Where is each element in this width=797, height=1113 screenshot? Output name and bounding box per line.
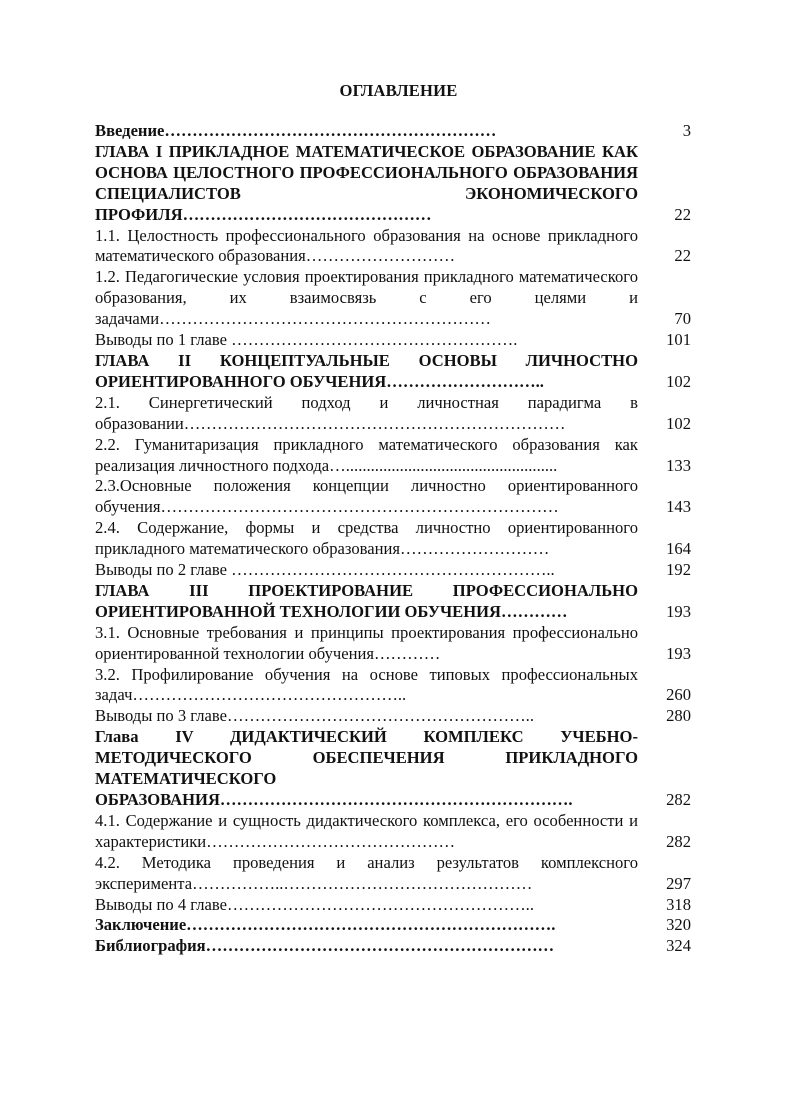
toc-entry-page: 324	[666, 936, 691, 956]
toc-entry-text: 1.1. Целостность профессионального образования на основе прикладного математического образования………………………	[95, 225, 638, 266]
toc-entry-section-2-3	[95, 476, 691, 518]
toc-entry-section-2-1	[95, 393, 691, 435]
toc-entry-page: 22	[674, 246, 691, 266]
toc-entry-conclusions-2	[95, 560, 691, 581]
toc-entry-section-4-1	[95, 811, 691, 853]
toc-entry-text: 2.3.Основные положения концепции личностно ориентированного обучения………………………………………………………………	[95, 476, 638, 517]
toc-entry-page: 318	[666, 894, 691, 914]
toc-entry-page: 133	[666, 455, 691, 475]
table-of-contents	[95, 121, 691, 957]
toc-entry-chapter-1	[95, 142, 691, 226]
toc-entry-text: Введение……………………………………………………	[95, 121, 497, 140]
toc-entry-page: 297	[666, 873, 691, 893]
toc-entry-page: 22	[674, 204, 691, 224]
toc-entry-page: 260	[666, 685, 691, 705]
toc-entry-text: 1.2. Педагогические условия проектирования прикладного математического образования, их взаимосвязь с его целями и задачами……………………………………………………	[95, 267, 638, 329]
toc-entry-introduction	[95, 121, 691, 142]
page-title: ОГЛАВЛЕНИЕ	[339, 81, 458, 100]
toc-entry-chapter-3	[95, 581, 691, 623]
toc-entry-text: ГЛАВА III ПРОЕКТИРОВАНИЕ ПРОФЕССИОНАЛЬНО ОРИЕНТИРОВАННОЙ ТЕХНОЛОГИИ ОБУЧЕНИЯ…………	[95, 580, 638, 621]
toc-entry-section-2-4	[95, 518, 691, 560]
toc-entry-text: 4.1. Содержание и сущность дидактического комплекса, его особенности и характеристики………………………………………	[95, 810, 638, 851]
toc-entry-text: Глава IV ДИДАКТИЧЕСКИЙ КОМПЛЕКС УЧЕБНО-МЕТОДИЧЕСКОГО ОБЕСПЕЧЕНИЯ ПРИКЛАДНОГО МАТЕМАТИЧЕСКОГО ОБРАЗОВАНИЯ……………………………………………………….	[95, 727, 638, 809]
toc-entry-text: 2.4. Содержание, формы и средства личностно ориентированного прикладного математического образования………………………	[95, 518, 638, 559]
toc-entry-section-1-2	[95, 267, 691, 330]
toc-entry-section-4-2	[95, 853, 691, 895]
toc-entry-page: 3	[682, 121, 691, 140]
toc-entry-text: 3.2. Профилирование обучения на основе типовых профессиональных задач…………………………………………..	[95, 664, 638, 705]
toc-entry-conclusions-4	[95, 895, 691, 916]
toc-entry-bibliography	[95, 936, 691, 957]
toc-entry-page: 70	[674, 309, 691, 329]
toc-entry-text: ГЛАВА II КОНЦЕПТУАЛЬНЫЕ ОСНОВЫ ЛИЧНОСТНО ОРИЕНТИРОВАННОГО ОБУЧЕНИЯ………………………..	[95, 350, 638, 391]
toc-entry-page: 102	[666, 371, 691, 391]
toc-entry-text: 2.1. Синергетический подход и личностная парадигма в образовании……………………………………………………………	[95, 392, 638, 433]
toc-entry-text: Заключение………………………………………………………….	[95, 915, 556, 935]
toc-entry-chapter-2	[95, 351, 691, 393]
toc-entry-page: 143	[666, 497, 691, 517]
toc-entry-page: 193	[666, 643, 691, 663]
toc-entry-section-1-1	[95, 226, 691, 268]
toc-entry-page: 102	[666, 413, 691, 433]
toc-entry-page: 192	[666, 560, 691, 580]
toc-entry-conclusions-1	[95, 330, 691, 351]
toc-entry-text: ГЛАВА I ПРИКЛАДНОЕ МАТЕМАТИЧЕСКОЕ ОБРАЗОВАНИЕ КАК ОСНОВА ЦЕЛОСТНОГО ПРОФЕССИОНАЛЬНОГО ОБРАЗОВАНИЯ СПЕЦИАЛИСТОВ ЭКОНОМИЧЕСКОГО ПРОФИЛЯ………………………………………	[95, 141, 638, 224]
toc-entry-text: Выводы по 1 главе …………………………………………….	[95, 330, 518, 350]
toc-entry-page: 164	[666, 539, 691, 559]
toc-entry-conclusion	[95, 915, 691, 936]
toc-entry-text: Выводы по 4 главе………………………………………………..	[95, 894, 534, 914]
toc-entry-section-2-2	[95, 435, 691, 477]
toc-entry-text: 4.2. Методика проведения и анализ результатов комплексного эксперимента……………..………………………………………	[95, 852, 638, 893]
toc-entry-page: 193	[666, 601, 691, 621]
toc-entry-chapter-4	[95, 727, 691, 811]
toc-entry-text: Выводы по 2 главе …………………………………………………..	[95, 560, 555, 580]
toc-entry-text: 2.2. Гуманитаризация прикладного математического образования как реализация личностного подхода…...................................................	[95, 434, 638, 475]
toc-entry-text: Библиография………………………………………………………	[95, 936, 555, 956]
toc-entry-section-3-2	[95, 665, 691, 707]
toc-entry-conclusions-3	[95, 706, 691, 727]
toc-entry-page: 282	[666, 790, 691, 809]
toc-entry-section-3-1	[95, 623, 691, 665]
toc-entry-text: 3.1. Основные требования и принципы проектирования профессионально ориентированной технологии обучения…………	[95, 622, 638, 663]
toc-entry-page: 282	[666, 831, 691, 851]
toc-entry-page: 280	[666, 706, 691, 726]
toc-entry-text: Выводы по 3 главе………………………………………………..	[95, 706, 534, 726]
toc-entry-page: 101	[666, 330, 691, 350]
toc-entry-page: 320	[666, 915, 691, 935]
